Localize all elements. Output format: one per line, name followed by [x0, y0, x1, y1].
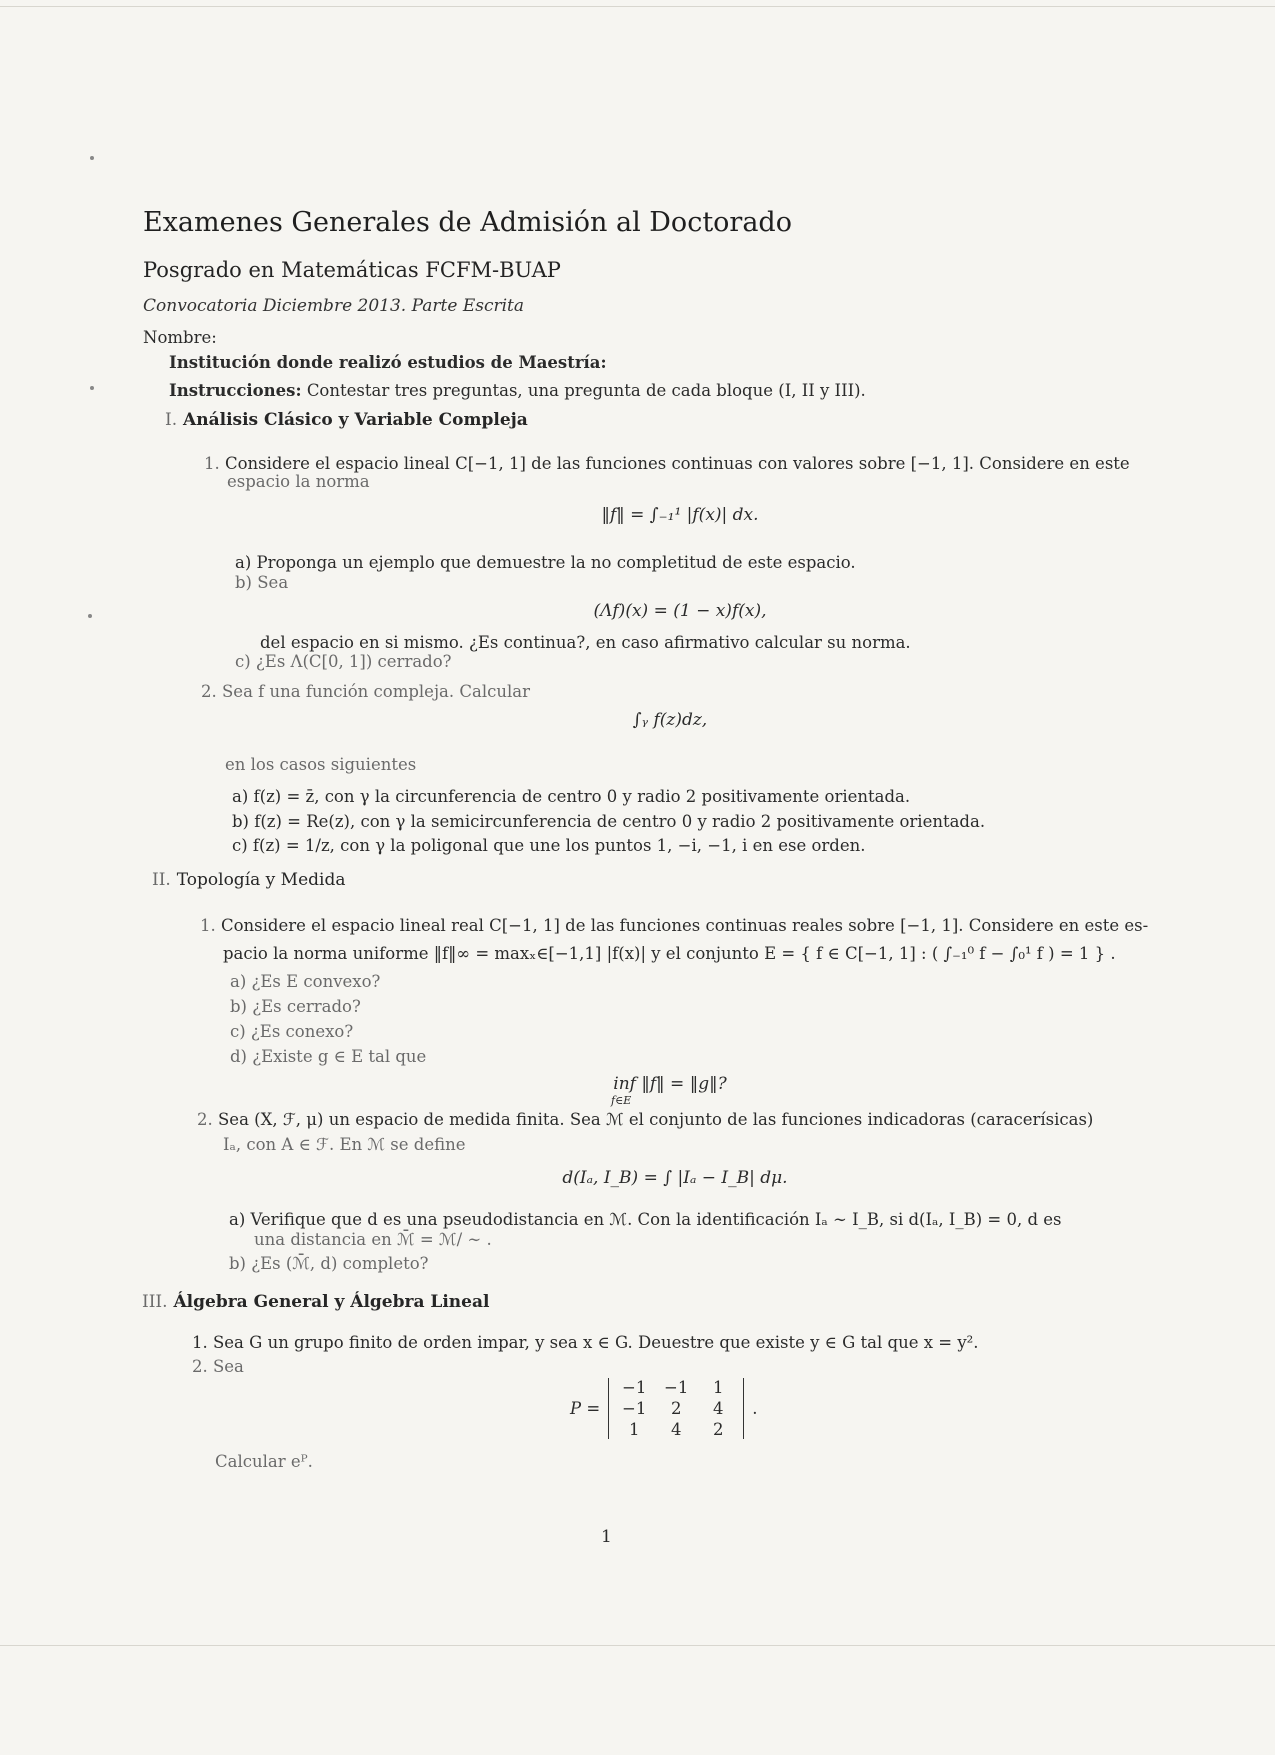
s1-q2-b: b) f(z) = Re(z), con γ la semicircunferencia de centro 0 y radio 2 positivamente orientada. — [232, 812, 986, 831]
s2-q2-text: Sea (X, ℱ, μ) un espacio de medida finita. Sea ℳ el conjunto de las funciones indicadoras (caracerísicas) — [218, 1110, 1094, 1129]
matrix-cell: 1 — [712, 1378, 724, 1397]
s2-q1-number: 1. — [200, 916, 216, 935]
name-label: Nombre: — [143, 328, 217, 347]
s1-q1-equation: ‖f‖ = ∫₋₁¹ |f(x)| dx. — [601, 505, 759, 525]
page-number: 1 — [601, 1527, 612, 1547]
scan-speck — [90, 156, 94, 160]
section-3-number: III. — [142, 1292, 168, 1312]
s2-q2-equation: d(Iₐ, I_B) = ∫ |Iₐ − I_B| dμ. — [562, 1168, 788, 1188]
scan-edge-bottom — [0, 1645, 1275, 1646]
s3-calc: Calcular eᴾ. — [215, 1452, 313, 1471]
section-1-heading — [165, 410, 528, 430]
s1-q2-equation: ∫ᵧ f(z)dz, — [632, 710, 708, 730]
scan-speck — [90, 386, 94, 390]
s1-q2-cases: en los casos siguientes — [225, 755, 417, 774]
s1-q1-number: 1. — [204, 454, 220, 473]
matrix-cell: 2 — [712, 1420, 724, 1439]
matrix-cell: 4 — [670, 1420, 682, 1439]
s1-q2-line — [201, 682, 530, 702]
institution-label: Institución donde realizó estudios de Maestría: — [169, 353, 607, 372]
s2-q2-line1 — [197, 1110, 1093, 1130]
instructions-text: Contestar tres preguntas, una pregunta de cada bloque (I, II y III). — [306, 381, 866, 400]
s2-q2-a-line2: una distancia en ℳ̄ = ℳ/ ∼ . — [254, 1230, 492, 1249]
s3-matrix-end: . — [752, 1399, 758, 1418]
exam-title: Examenes Generales de Admisión al Doctorado — [143, 207, 792, 238]
section-2-title: Topología y Medida — [176, 870, 346, 890]
s1-q2-number: 2. — [201, 682, 217, 701]
s1-q2-text: Sea f una función compleja. Calcular — [222, 682, 530, 701]
s3-matrix — [608, 1378, 744, 1439]
s1-q1-b-equation: (Λf)(x) = (1 − x)f(x), — [593, 601, 767, 621]
matrix-cell: −1 — [664, 1378, 689, 1397]
instructions-line — [169, 381, 866, 401]
s1-q1-line2: espacio la norma — [227, 472, 370, 491]
section-2-number: II. — [152, 870, 171, 890]
s3-q1: 1. Sea G un grupo finito de orden impar, y sea x ∈ G. Deuestre que existe y ∈ G tal que x = y². — [192, 1333, 979, 1352]
section-1-title: Análisis Clásico y Variable Compleja — [183, 410, 528, 430]
s2-q2-number: 2. — [197, 1110, 213, 1129]
section-2-heading — [152, 870, 345, 890]
s1-q1-b: b) Sea — [235, 573, 289, 592]
matrix-cell: 4 — [712, 1399, 724, 1418]
s3-matrix-equation — [570, 1378, 757, 1439]
matrix-cell: 1 — [628, 1420, 640, 1439]
scan-edge-top — [0, 6, 1275, 7]
matrix-cell: 2 — [670, 1399, 682, 1418]
s1-q2-c: c) f(z) = 1/z, con γ la poligonal que une los puntos 1, −i, −1, i en ese orden. — [232, 836, 866, 855]
instructions-label: Instrucciones: — [169, 381, 302, 400]
s2-q1-d-subscript: f∈E — [611, 1094, 632, 1107]
s1-q1-line1 — [204, 454, 1130, 474]
matrix-cell: −1 — [622, 1399, 647, 1418]
s1-q2-a: a) f(z) = z̄, con γ la circunferencia de centro 0 y radio 2 positivamente orientada. — [232, 787, 911, 806]
s2-q1-b: b) ¿Es cerrado? — [230, 997, 361, 1016]
s1-q1-text: Considere el espacio lineal C[−1, 1] de las funciones continuas con valores sobre [−1, 1]. Considere en este — [225, 454, 1130, 473]
s2-q1-c: c) ¿Es conexo? — [230, 1022, 354, 1041]
s2-q2-b: b) ¿Es (ℳ̄, d) completo? — [229, 1254, 429, 1273]
s2-q2-a-line1: a) Verifique que d es una pseudodistancia en ℳ. Con la identificación Iₐ ∼ I_B, si d(Iₐ, I_B) = 0, d es — [229, 1210, 1062, 1229]
s2-q1-line2: pacio la norma uniforme ‖f‖∞ = maxₓ∈[−1,1] |f(x)| y el conjunto E = { f ∈ C[−1, 1] : ( ∫₋₁⁰ f − ∫₀¹ f ) = 1 } . — [223, 944, 1116, 963]
s2-q1-line1 — [200, 916, 1148, 936]
matrix-cell: −1 — [622, 1378, 647, 1397]
s1-q1-b-cont: del espacio en si mismo. ¿Es continua?, en caso afirmativo calcular su norma. — [260, 633, 911, 652]
s2-q1-d: d) ¿Existe g ∈ E tal que — [230, 1047, 427, 1066]
s2-q1-d-equation: inf ‖f‖ = ‖g‖? — [613, 1074, 727, 1094]
s1-q1-a: a) Proponga un ejemplo que demuestre la no completitud de este espacio. — [235, 553, 856, 572]
exam-session: Convocatoria Diciembre 2013. Parte Escrita — [143, 296, 525, 316]
s2-q2-line2: Iₐ, con A ∈ ℱ. En ℳ se define — [223, 1135, 466, 1154]
s2-q1-text: Considere el espacio lineal real C[−1, 1] de las funciones continuas reales sobre [−1, 1]. Considere en este es- — [221, 916, 1149, 935]
s2-q1-a: a) ¿Es E convexo? — [230, 972, 381, 991]
s3-q2: 2. Sea — [192, 1357, 244, 1376]
section-3-title: Álgebra General y Álgebra Lineal — [173, 1292, 490, 1312]
exam-subtitle: Posgrado en Matemáticas FCFM-BUAP — [143, 258, 561, 282]
section-3-heading — [142, 1292, 489, 1312]
scan-speck — [88, 614, 92, 618]
s3-matrix-label: P = — [570, 1399, 601, 1418]
section-1-number: I. — [165, 410, 178, 430]
s1-q1-c: c) ¿Es Λ(C[0, 1]) cerrado? — [235, 652, 452, 671]
